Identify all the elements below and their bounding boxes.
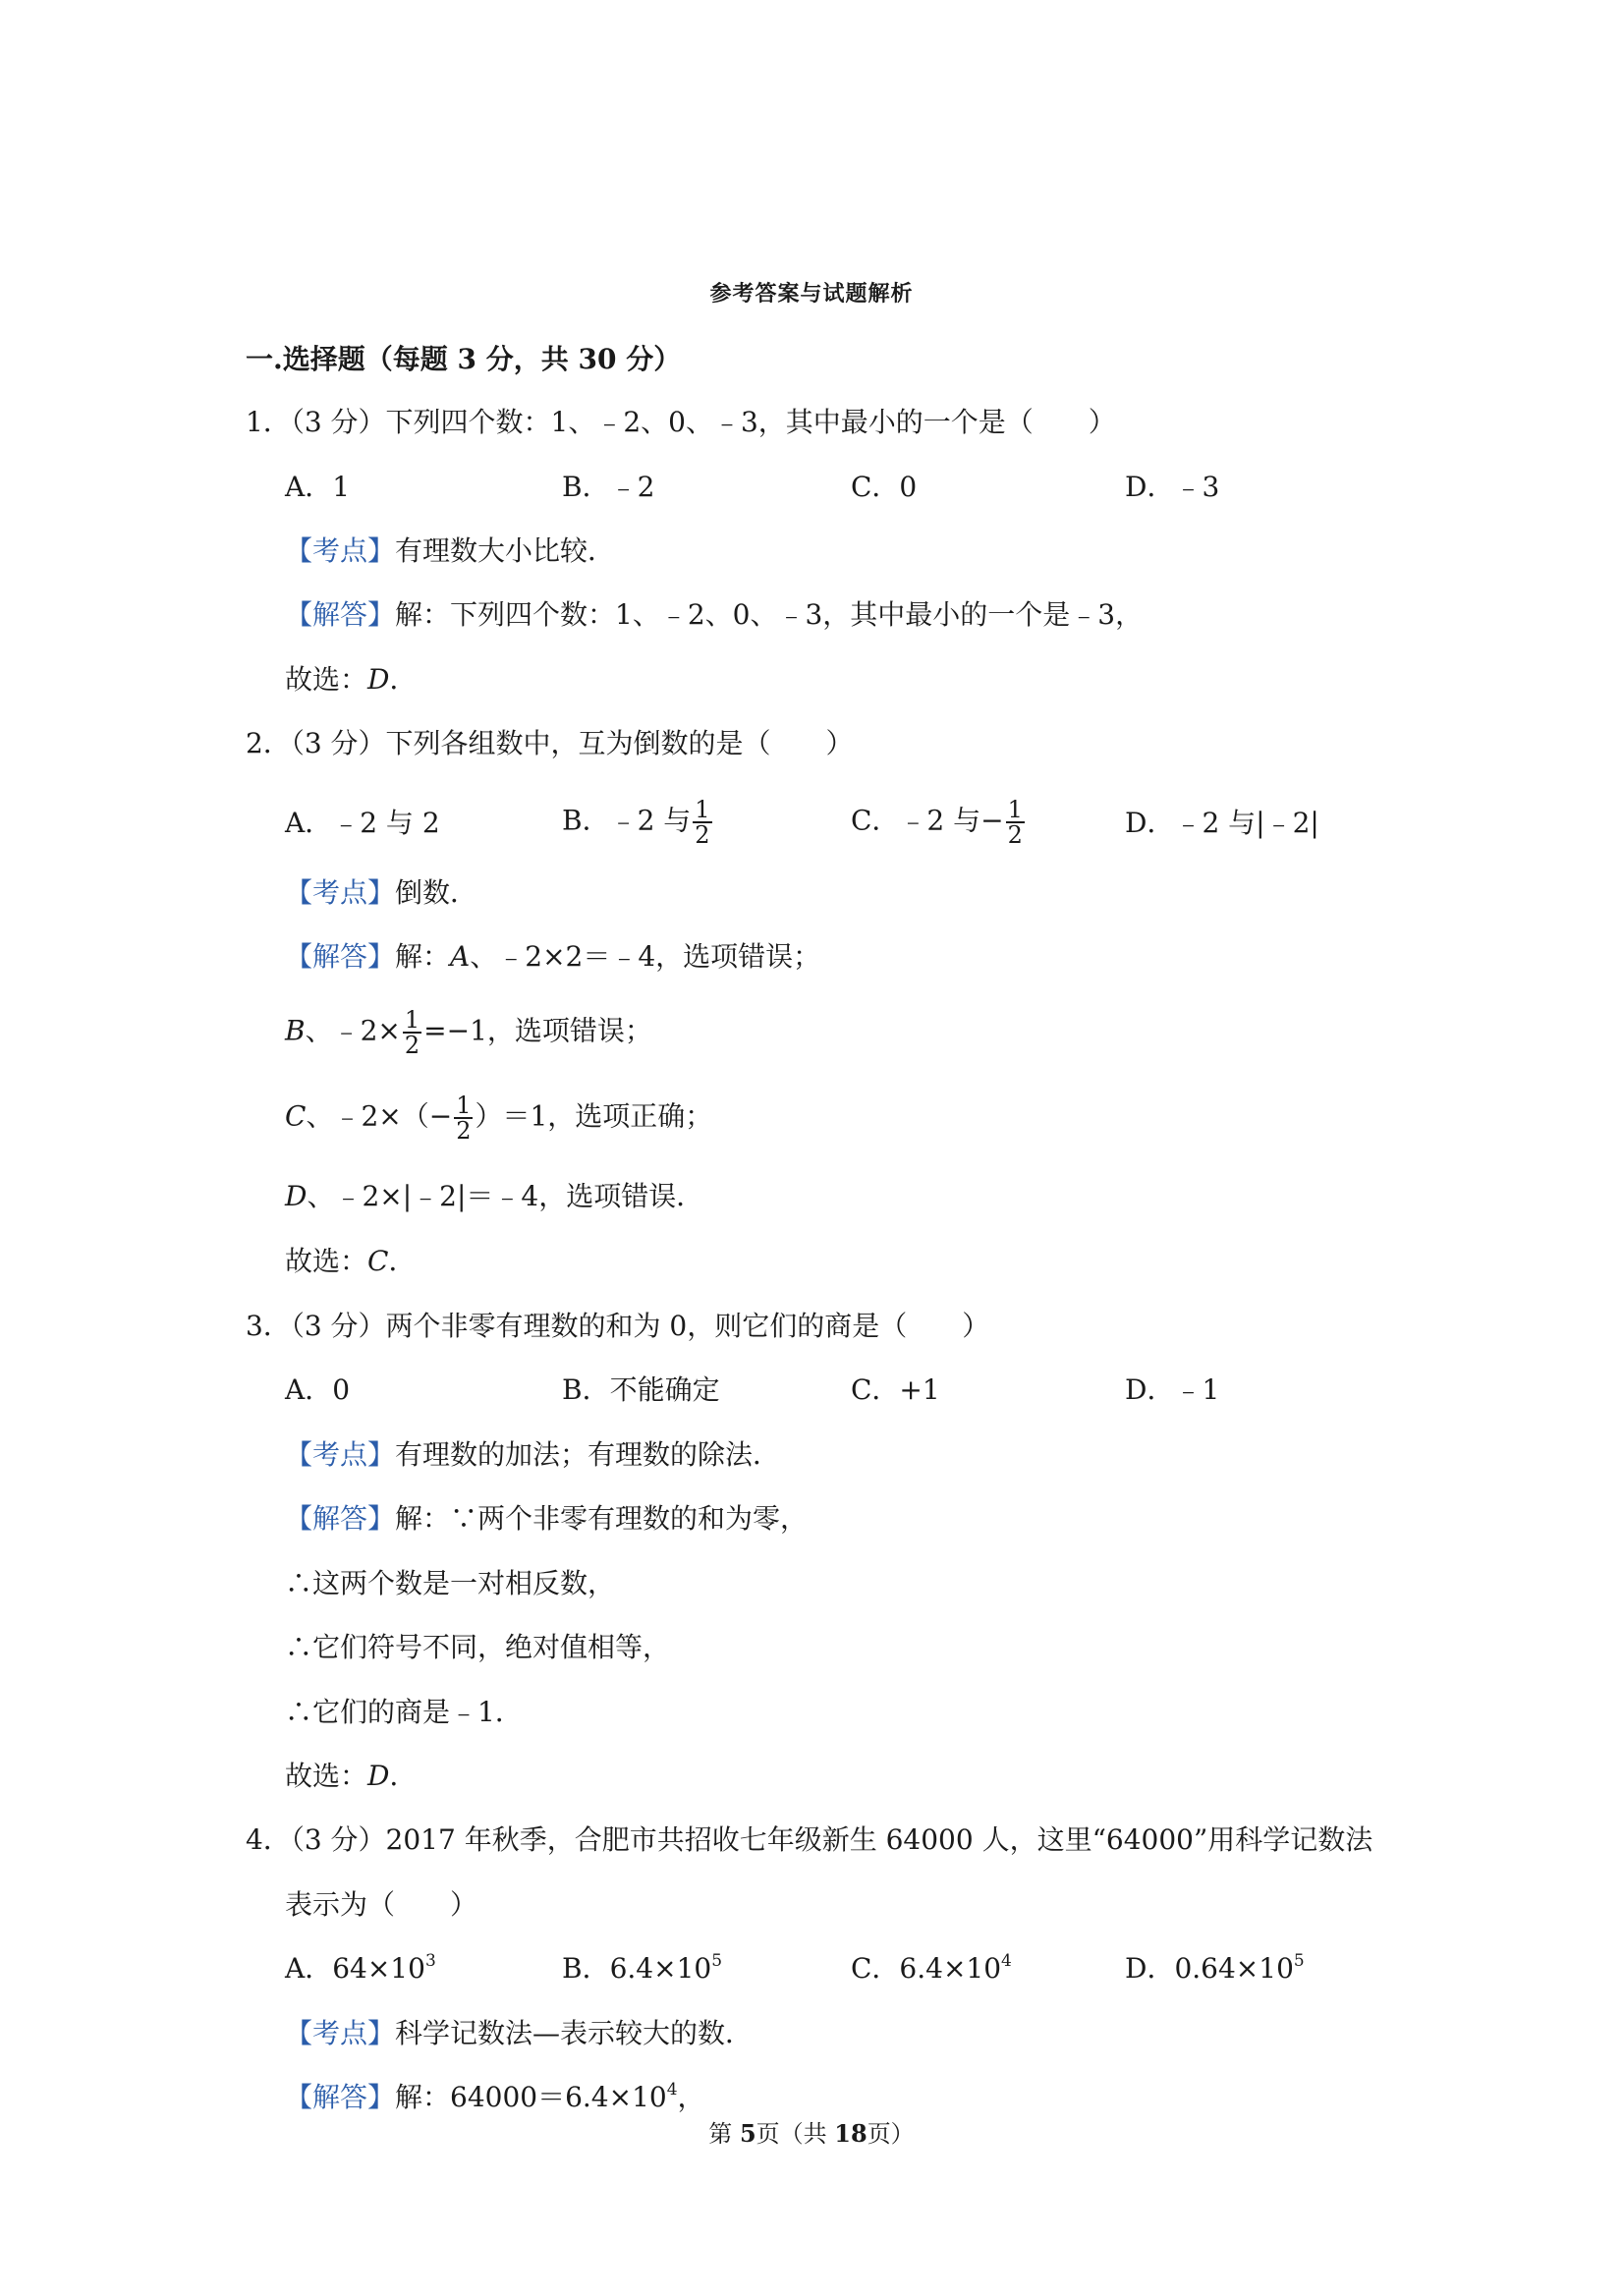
q2-option-a: A．﹣2 与 2 [285, 807, 440, 839]
q1-stem: 1．（3 分）下列四个数：1、﹣2、0、﹣3，其中最小的一个是（ ） [246, 406, 1116, 438]
footer-total-pages: 18 [834, 2119, 867, 2148]
footer-middle: 页（共 [756, 2120, 835, 2148]
q4-jieda-post: ， [677, 2081, 705, 2113]
q1-option-a: A．1 [285, 471, 351, 503]
footer-suffix: 页） [867, 2120, 915, 2148]
answer-prefix: 故选： [285, 663, 368, 696]
frac-den: 2 [404, 1032, 420, 1059]
frac-den: 2 [1007, 821, 1023, 849]
q4-option-c-text: C．6.4×10 [851, 1952, 1002, 1985]
q4-kaodian-text: 科学记数法—表示较大的数． [395, 2017, 754, 2049]
q4-jieda-text: 解：64000＝6.4×10 [395, 2081, 667, 2113]
frac-num: 1 [1007, 796, 1023, 823]
answer-letter: D [367, 663, 390, 696]
q3-line-3: ∴它们的商是﹣1． [285, 1696, 523, 1728]
q1-kaodian-text: 有理数大小比较． [395, 534, 616, 567]
q3-jieda [285, 1499, 808, 1539]
kaodian-tag: 【考点】 [285, 1438, 396, 1471]
frac-den: 2 [695, 821, 710, 849]
frac-num: 1 [456, 1092, 472, 1119]
q4-jieda [285, 2078, 705, 2117]
q2-option-b-text: B．﹣2 与 [562, 804, 692, 837]
exponent: 4 [666, 2080, 678, 2100]
page-footer [0, 2114, 1623, 2149]
exponent: 4 [1001, 1951, 1012, 1971]
q2-stem: 2．（3 分）下列各组数中，互为倒数的是（ ） [246, 727, 854, 759]
q4-option-b [562, 1949, 722, 1988]
fraction-half [1006, 798, 1025, 847]
frac-num: 1 [404, 1006, 420, 1034]
frac-den: 2 [456, 1117, 472, 1145]
q1-jieda [285, 595, 1143, 635]
q3-option-b: B．不能确定 [562, 1373, 720, 1406]
footer-prefix: 第 [708, 2120, 740, 2148]
answer-suffix: ． [388, 1245, 417, 1277]
q3-option-a: A．0 [285, 1373, 351, 1406]
q2-option-c [851, 798, 1027, 847]
kaodian-tag: 【考点】 [285, 534, 396, 567]
fraction-half [693, 798, 711, 847]
q2-jieda-b-pre: 、﹣2× [305, 1014, 401, 1047]
q2-jieda-c-post: ）＝1，选项正确； [475, 1099, 713, 1133]
q2-jieda-d [285, 1177, 703, 1216]
q3-option-d: D．﹣1 [1125, 1373, 1220, 1406]
q4-option-b-text: B．6.4×10 [562, 1952, 712, 1985]
q2-answer [285, 1242, 416, 1281]
jieda-tag: 【解答】 [285, 598, 396, 631]
q3-line-1: ∴这两个数是一对相反数， [285, 1567, 616, 1599]
q3-line-2: ∴它们符号不同，绝对值相等， [285, 1631, 671, 1663]
q4-option-a [285, 1949, 436, 1988]
kaodian-tag: 【考点】 [285, 2017, 396, 2049]
q2-jieda-prefix: 解： [395, 940, 451, 973]
q3-option-c: C．+1 [851, 1373, 940, 1406]
q4-stem-line-2: 表示为（ ） [285, 1888, 478, 1921]
q2-jieda-b [285, 1008, 652, 1057]
q1-answer [285, 660, 417, 700]
exponent: 3 [424, 1951, 436, 1971]
answer-letter: C [367, 1245, 389, 1277]
answer-suffix: ． [389, 663, 418, 696]
q4-option-d [1125, 1949, 1305, 1988]
answer-suffix: ． [389, 1760, 418, 1792]
page-title: 参考答案与试题解析 [709, 281, 914, 307]
jieda-tag: 【解答】 [285, 940, 396, 973]
q4-option-a-text: A．64×10 [285, 1952, 425, 1985]
answer-prefix: 故选： [285, 1245, 368, 1277]
q4-kaodian [285, 2014, 753, 2053]
option-letter: D [285, 1180, 308, 1212]
q4-option-c [851, 1949, 1012, 1988]
option-letter: B [285, 1014, 306, 1047]
fraction-half [403, 1008, 421, 1057]
exponent: 5 [1293, 1951, 1305, 1971]
q3-kaodian-text: 有理数的加法；有理数的除法． [395, 1438, 781, 1471]
q1-option-c: C．0 [851, 471, 918, 503]
q3-answer [285, 1757, 417, 1796]
q4-stem-line-1: 4．（3 分）2017 年秋季，合肥市共招收七年级新生 64000 人，这里“64000”用科学记数法 [246, 1823, 1373, 1856]
q1-jieda-text: 解：下列四个数：1、﹣2、0、﹣3，其中最小的一个是﹣3， [395, 598, 1144, 631]
q3-jieda-text: 解：∵两个非零有理数的和为零， [395, 1502, 809, 1535]
q1-option-d: D．﹣3 [1125, 471, 1220, 503]
option-letter: C [285, 1099, 307, 1133]
q2-jieda-b-post: =−1，选项错误； [423, 1014, 652, 1047]
jieda-tag: 【解答】 [285, 2081, 396, 2113]
frac-num: 1 [695, 796, 710, 823]
q2-option-c-text: C．﹣2 与− [851, 804, 1004, 837]
jieda-tag: 【解答】 [285, 1502, 396, 1535]
q1-option-b: B．﹣2 [562, 471, 655, 503]
fraction-half [454, 1093, 473, 1143]
answer-letter: D [367, 1760, 390, 1792]
section-title: 一.选择题（每题 3 分，共 30 分） [246, 343, 682, 375]
q2-kaodian-text: 倒数． [395, 876, 478, 909]
q2-jieda-c [285, 1093, 712, 1143]
footer-page-number: 5 [739, 2119, 756, 2148]
kaodian-tag: 【考点】 [285, 876, 396, 909]
q3-kaodian [285, 1435, 780, 1475]
exponent: 5 [711, 1951, 723, 1971]
q2-jieda-a: 、﹣2×2＝﹣4，选项错误； [470, 940, 821, 973]
q4-option-d-text: D．0.64×10 [1125, 1952, 1294, 1985]
q2-option-d: D．﹣2 与|﹣2| [1125, 807, 1319, 839]
q2-jieda-d-text: 、﹣2×|﹣2|＝﹣4，选项错误． [307, 1180, 704, 1212]
q2-kaodian [285, 873, 477, 913]
q2-option-b [562, 798, 714, 847]
option-letter: A [450, 940, 471, 973]
q2-jieda-c-pre: 、﹣2×（− [306, 1099, 453, 1133]
answer-prefix: 故选： [285, 1760, 368, 1792]
q2-jieda [285, 937, 820, 977]
q3-stem: 3．（3 分）两个非零有理数的和为 0，则它们的商是（ ） [246, 1310, 990, 1342]
q1-kaodian [285, 532, 615, 571]
